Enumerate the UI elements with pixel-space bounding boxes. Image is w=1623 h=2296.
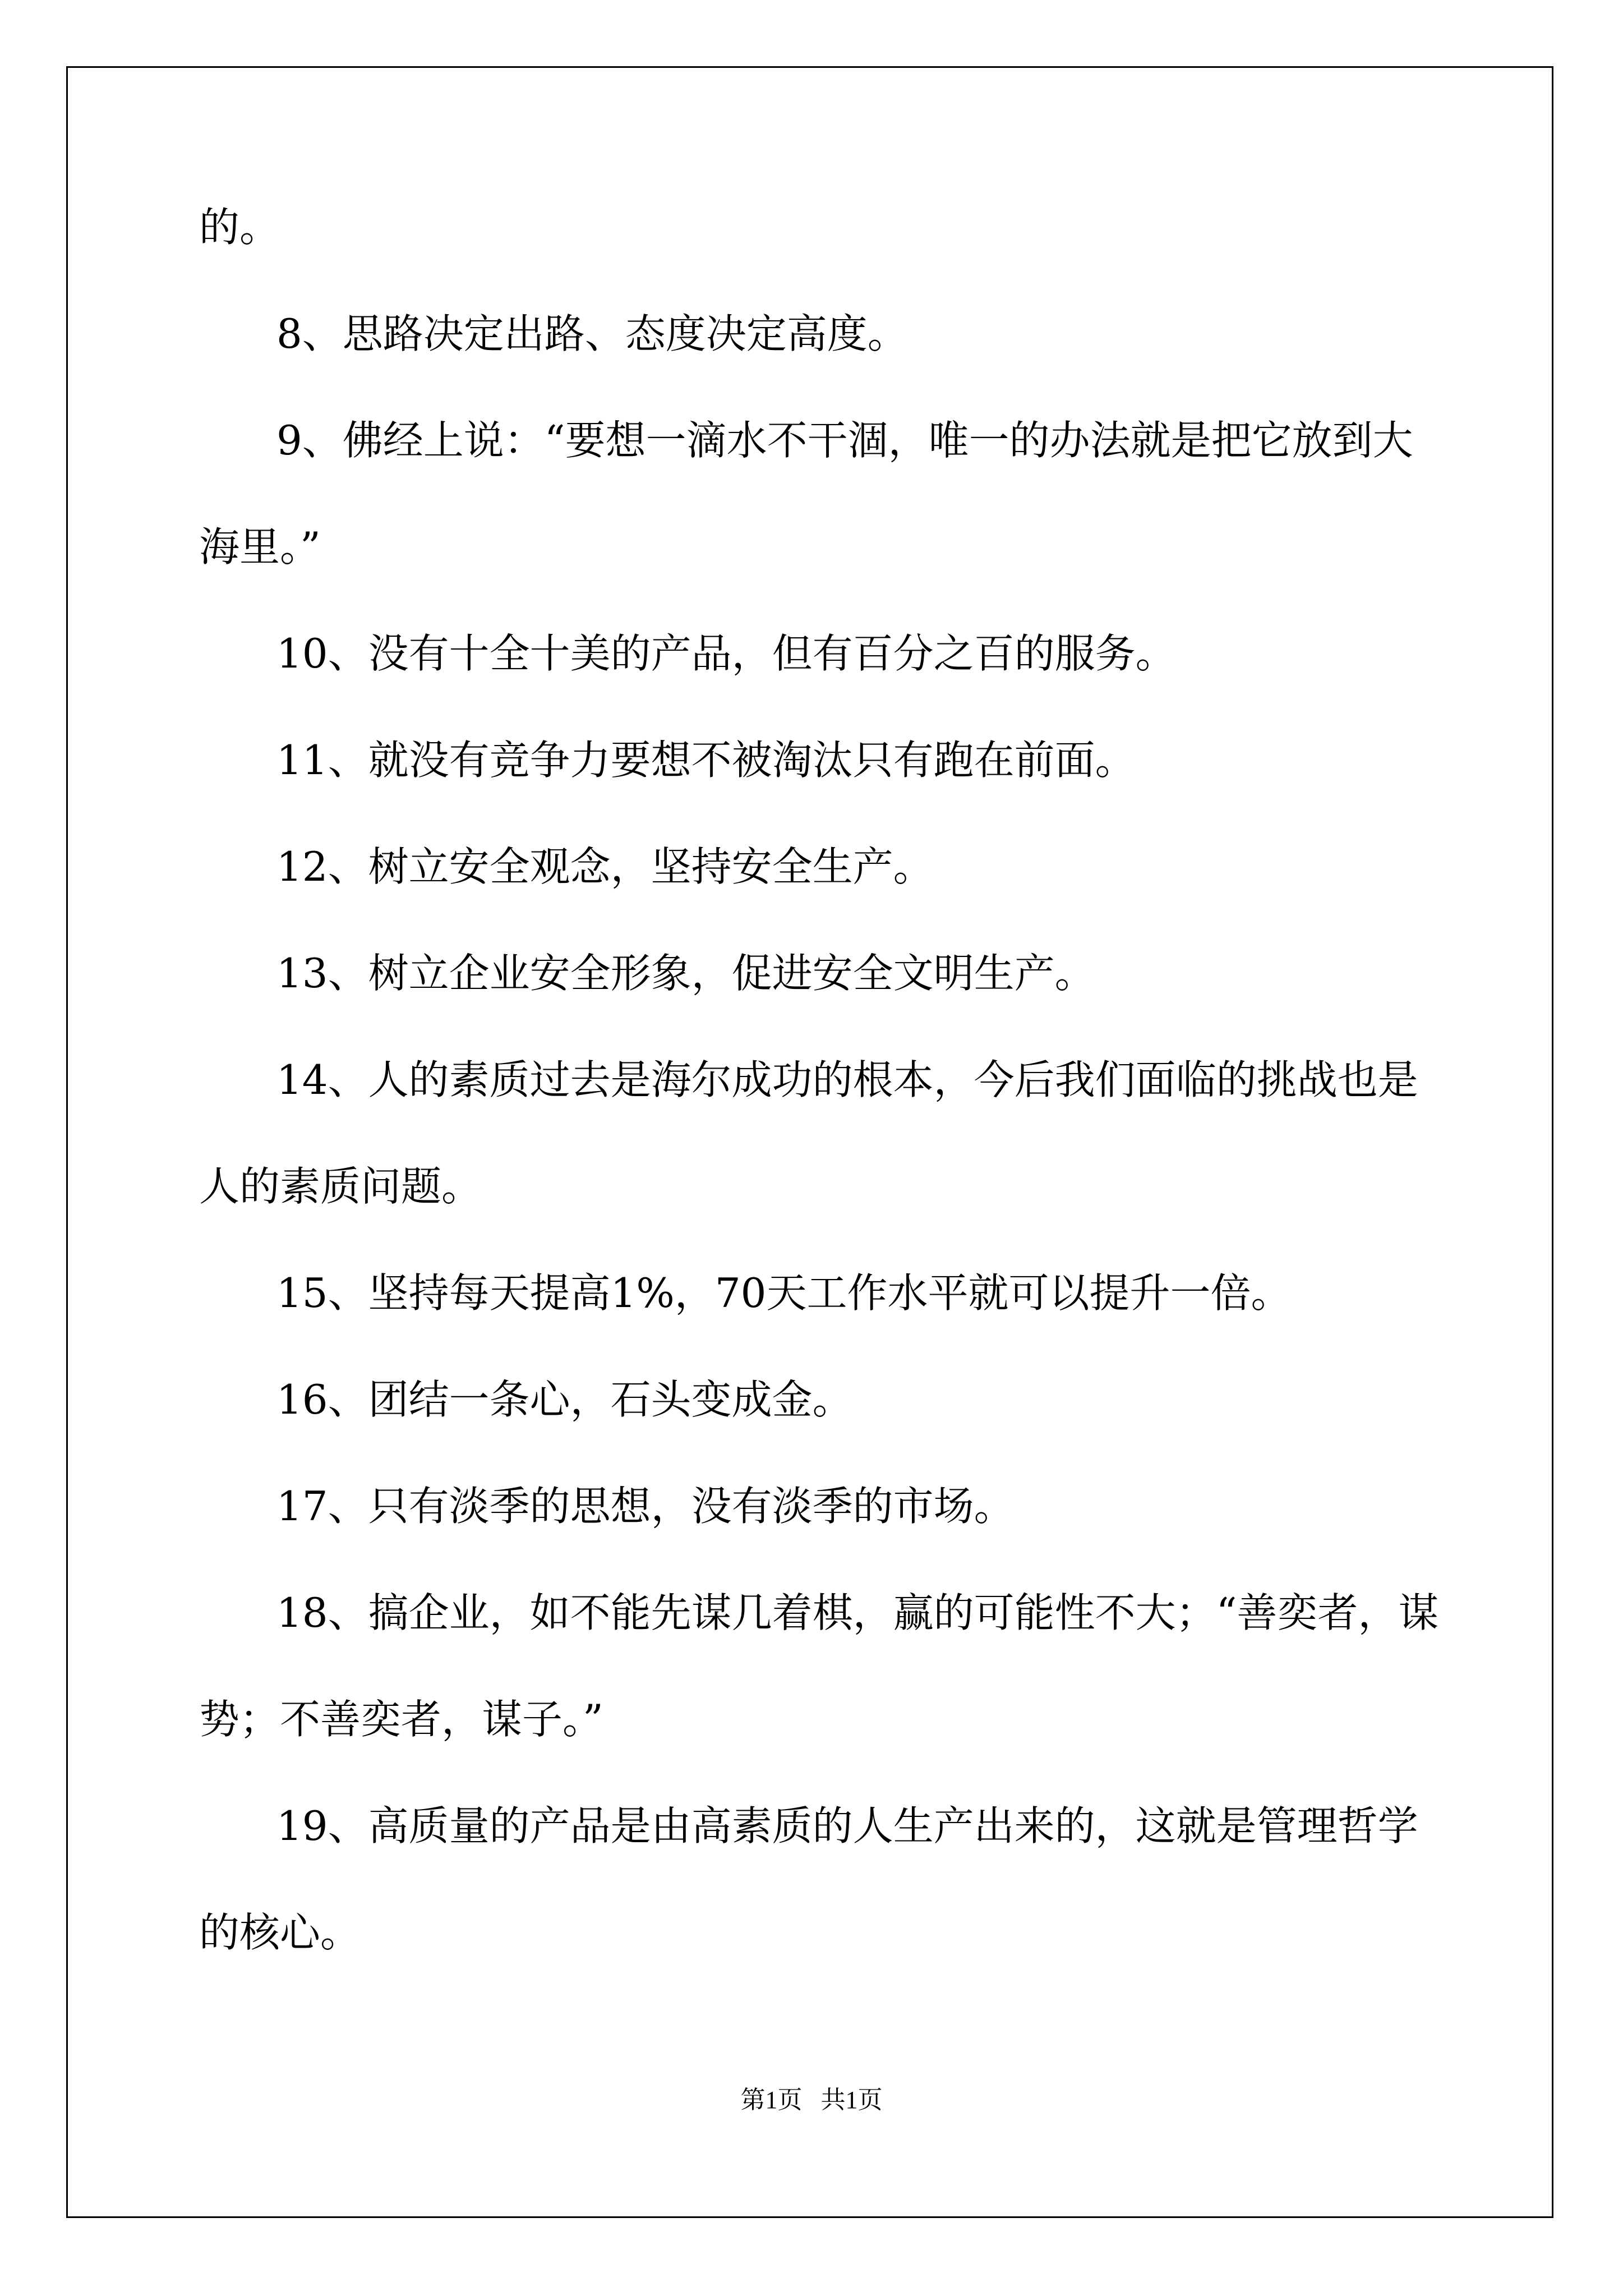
list-item-14: 14、人的素质过去是海尔成功的根本，今后我们面临的挑战也是 — [276, 1056, 1418, 1103]
text-line: 势；不善奕者，谋子。” — [199, 1696, 603, 1743]
list-item-17: 17、只有淡季的思想，没有淡季的市场。 — [276, 1483, 1015, 1530]
text-line: 的。 — [199, 204, 280, 251]
text-line: 的核心。 — [199, 1909, 361, 1956]
page-border — [66, 66, 1553, 2218]
list-item-16: 16、团结一条心，石头变成金。 — [276, 1376, 853, 1423]
page-number-footer: 第1页 共1页 — [740, 2086, 883, 2114]
list-item-11: 11、就没有竞争力要想不被淘汰只有跑在前面。 — [276, 737, 1136, 784]
list-item-12: 12、树立安全观念，坚持安全生产。 — [276, 843, 934, 890]
list-item-8: 8、思路决定出路、态度决定高度。 — [276, 310, 908, 357]
list-item-10: 10、没有十全十美的产品，但有百分之百的服务。 — [276, 630, 1176, 677]
list-item-19: 19、高质量的产品是由高素质的人生产出来的，这就是管理哲学 — [276, 1802, 1418, 1849]
text-line: 海里。” — [199, 523, 321, 570]
list-item-15: 15、坚持每天提高1%，70天工作水平就可以提升一倍。 — [276, 1269, 1292, 1317]
text-line: 人的素质问题。 — [199, 1163, 482, 1210]
list-item-18: 18、搞企业，如不能先谋几着棋，赢的可能性不大；“善奕者，谋 — [276, 1589, 1439, 1636]
list-item-13: 13、树立企业安全形象，促进安全文明生产。 — [276, 950, 1095, 997]
list-item-9: 9、佛经上说：“要想一滴水不干涸，唯一的办法就是把它放到大 — [276, 417, 1413, 464]
